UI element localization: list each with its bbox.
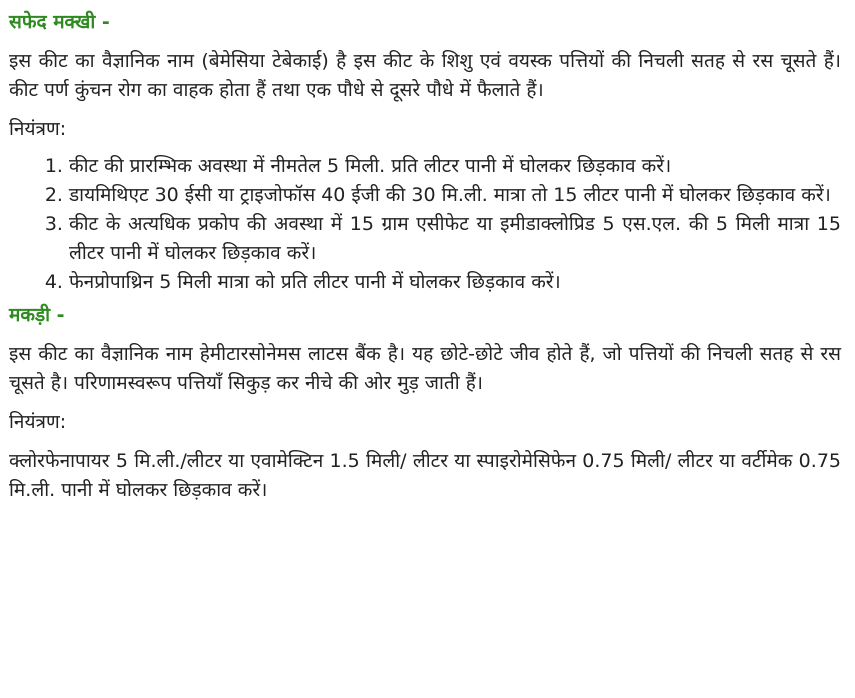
mite-control-label: नियंत्रण: bbox=[9, 411, 67, 433]
whitefly-control-label: नियंत्रण: bbox=[9, 118, 67, 140]
section-heading-whitefly: सफेद मक्खी - bbox=[9, 11, 110, 33]
section-heading-mite: मकड़ी - bbox=[9, 304, 65, 326]
whitefly-description: इस कीट का वैज्ञानिक नाम (बेमेसिया टेबेकाई) है इस कीट के शिशु एवं वयस्क पत्तियों की निचली सतह से रस चूसते हैं। कीट पर्ण कुंचन रोग का वाहक होता हैं तथा एक पौधे से दूसरे पौधे में फैलाते हैं। bbox=[9, 50, 841, 101]
whitefly-control-steps bbox=[9, 152, 841, 297]
control-step: 1. कीट की प्रारम्भिक अवस्था में नीमतेल 5 मिली. प्रति लीटर पानी में घोलकर छिड़काव करें। bbox=[69, 152, 841, 181]
control-step: 2. डायमिथिएट 30 ईसी या ट्राइजोफॉस 40 ईजी की 30 मि.ली. मात्रा तो 15 लीटर पानी में घोलकर छिड़काव करें। bbox=[69, 181, 841, 210]
control-step: 3. कीट के अत्यधिक प्रकोप की अवस्था में 15 ग्राम एसीफेट या इमीडाक्लोप्रिड 5 एस.एल. की 5 मिली मात्रा 15 लीटर पानी में घोलकर छिड़काव करें। bbox=[69, 210, 841, 268]
mite-description: इस कीट का वैज्ञानिक नाम हेमीटारसोनेमस लाटस बैंक है। यह छोटे-छोटे जीव होते हैं, जो पत्तियों की निचली सतह से रस चूसते है। परिणामस्वरूप पत्तियाँ सिकुड़ कर नीचे की ओर मुड़ जाती हैं। bbox=[9, 343, 841, 394]
control-step: 4. फेनप्रोपाथ्रिन 5 मिली मात्रा को प्रति लीटर पानी में घोलकर छिड़काव करें। bbox=[69, 268, 841, 297]
mite-control-text: क्लोरफेनापायर 5 मि.ली./लीटर या एवामेक्टिन 1.5 मिली/ लीटर या स्पाइरोमेसिफेन 0.75 मिली/ लीटर या वर्टीमेक 0.75 मि.ली. पानी में घोलकर छिड़काव करें। bbox=[9, 450, 841, 501]
